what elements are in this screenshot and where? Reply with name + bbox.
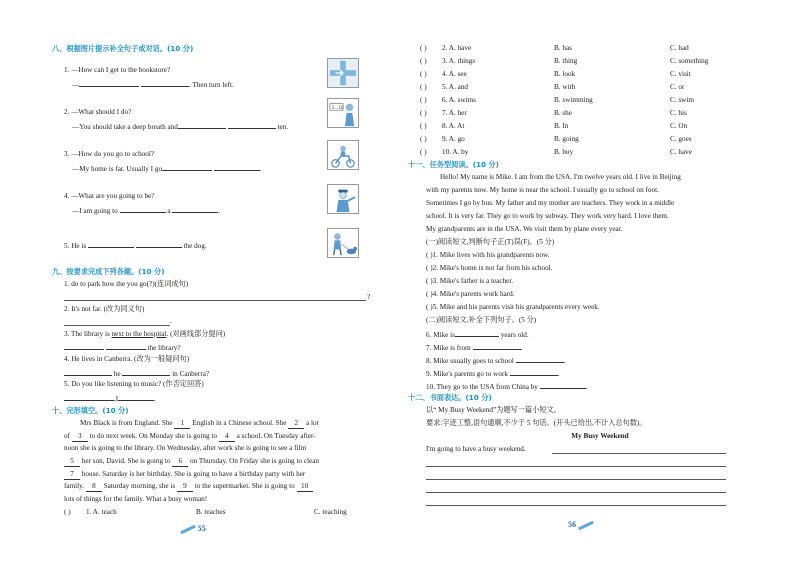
option-row-paren[interactable]: ( ) — [420, 70, 427, 78]
option-b: B. thing — [554, 57, 578, 65]
s8-q4-line1: 4. —What are you going to be? — [64, 192, 155, 200]
pencil-icon — [180, 525, 196, 534]
option-a: 2. A. have — [442, 44, 472, 52]
option-row-paren[interactable]: ( ) — [420, 57, 427, 65]
option-a: 4. A. see — [442, 70, 467, 78]
s9-q1-end: ? — [367, 293, 371, 301]
option-c: C. have — [670, 148, 692, 156]
s9-q5: 5. Do you like listening to music? (作否定回答) — [64, 380, 204, 388]
option-b: B. In — [554, 122, 569, 130]
option-c: C. visit — [670, 70, 691, 78]
part1-title: (一)阅读短文,判断句子正(T)误(F)。(5 分) — [426, 238, 555, 246]
option-b: B. look — [554, 70, 576, 78]
pencil-icon — [578, 521, 594, 530]
option-row-paren[interactable]: ( ) — [420, 135, 427, 143]
cloze-line-1: Mrs Black is from England. She 1 English in a Chinese school. She 2 a lot — [80, 419, 319, 427]
blank[interactable] — [79, 79, 139, 87]
writing-line[interactable] — [426, 466, 726, 467]
option-a: 8. A. At — [442, 122, 465, 130]
option-a: 7. A. her — [442, 109, 467, 117]
option-row-1-paren[interactable]: ( ) — [64, 508, 71, 516]
s8-q1-line1: 1. —How can I get to the bookstore? — [64, 66, 171, 74]
s9-q3-answer: the library? — [64, 342, 181, 353]
section-11-title: 十一、任务型阅读。(10 分) — [408, 160, 499, 169]
svg-text:1...10: 1...10 — [331, 104, 344, 110]
option-row-paren[interactable]: ( ) — [420, 148, 427, 156]
right-page — [400, 0, 800, 576]
fill-item: 6. Mike is years old. — [426, 331, 529, 339]
s8-q2-line1: 2. —What should I do? — [64, 108, 132, 116]
fill-item: 9. Mike's parents go to work . — [426, 370, 560, 378]
blank[interactable] — [64, 393, 114, 401]
tf-item[interactable]: ( )4. Mike's parents work hard. — [426, 290, 515, 298]
s9-q2: 2. It's not far. (改为同义句) — [64, 305, 145, 313]
page-number-left: 55 — [180, 524, 206, 534]
blank[interactable] — [141, 79, 189, 87]
option-c: C. swim — [670, 96, 694, 104]
s8-q3-line1: 3. —How do you go to school? — [64, 150, 155, 158]
option-b: B. going — [554, 135, 579, 143]
option-c: C. his — [670, 109, 687, 117]
passage-line: Sometimes I go by bus. My father and my mother are teachers. They work in a middle — [426, 199, 675, 207]
counting-girl-picture — [327, 98, 359, 128]
option-row-paren[interactable]: ( ) — [420, 109, 427, 117]
blank[interactable] — [64, 342, 104, 350]
option-b: B. with — [554, 83, 576, 91]
motorbike-picture — [327, 140, 359, 170]
blank[interactable] — [120, 205, 166, 213]
option-b: B. swimming — [554, 96, 593, 104]
option-c: C. had — [670, 44, 689, 52]
blank[interactable] — [516, 355, 564, 363]
part2-title: (二)阅读短文,补全下列句子。(5 分) — [426, 316, 537, 324]
blank[interactable] — [64, 368, 112, 376]
essay-title: My Busy Weekend — [571, 432, 629, 440]
s8-q3-line2: —My home is far. Usually I go . — [72, 165, 262, 173]
answer-line[interactable] — [64, 325, 170, 326]
option-b: B. buy — [554, 148, 574, 156]
option-a: 3. A. things — [442, 57, 476, 65]
option-row-1-c: C. teaching — [314, 508, 347, 516]
writing-line[interactable] — [426, 492, 726, 493]
s8-q4-line2: —I am going to a . — [72, 207, 221, 215]
option-c: C. something — [670, 57, 709, 65]
blank[interactable] — [455, 329, 499, 337]
passage-line: My grandparents are in the USA. We visit them by plane every year. — [426, 225, 623, 233]
tf-item[interactable]: ( )1. Mike lives with his grandparents now. — [426, 251, 550, 259]
tf-item[interactable]: ( )2. Mike's home is not far from his school. — [426, 264, 553, 272]
s8-q5: 5. He is the dog. — [64, 242, 207, 250]
passage-line: school. It is very far. They go to work by subway. They work very hard. I love them. — [426, 212, 669, 220]
blank[interactable] — [172, 205, 218, 213]
tf-item[interactable]: ( )3. Mike's father is a teacher. — [426, 277, 514, 285]
fill-item: 10. They go to the USA from China by . — [426, 383, 588, 391]
option-row-paren[interactable]: ( ) — [420, 122, 427, 130]
blank[interactable] — [178, 121, 226, 129]
option-a: 9. A. go — [442, 135, 465, 143]
passage-line: Hello! My name is Mike. I am from the USA. I'm twelve years old. I live in Beijing — [440, 173, 681, 181]
section-9-title: 九、按要求完成下列各题。(10 分) — [52, 267, 165, 276]
option-row-1-a: 1. A. teach — [86, 508, 117, 516]
blank[interactable] — [118, 393, 154, 401]
writing-requirement: 要求:字迹工整,语句通顺,不少于 5 句话。(开头已给出,不计入总句数)。 — [426, 419, 647, 427]
option-a: 5. A. and — [442, 83, 468, 91]
option-b: B. has — [554, 44, 572, 52]
section-12-title: 十二、书面表达。(10 分) — [408, 393, 492, 402]
cloze-line-6: family. 8 Saturday morning, she is 9 to the supermarket. She is going to 10 — [64, 482, 313, 492]
option-row-paren[interactable]: ( ) — [420, 44, 427, 52]
option-row-1-b: B. teaches — [196, 508, 226, 516]
cloze-line-7: lots of things for the family. What a busy woman! — [64, 495, 208, 503]
answer-line[interactable] — [64, 300, 366, 301]
boy-walking-dog-picture — [327, 228, 359, 258]
option-c: C. or — [670, 83, 685, 91]
blank[interactable] — [214, 163, 260, 171]
cloze-line-5: 7 house. Saturday is her birthday. She is going to have a birthday party with her — [64, 470, 305, 480]
option-a: 10. A. by — [442, 148, 469, 156]
cloze-line-4: 5 her son, David. She is going to 6 on Thursday. On Friday she is going to clean — [64, 457, 319, 467]
blank[interactable] — [88, 240, 134, 248]
writing-line[interactable] — [552, 453, 726, 454]
s9-q3: 3. The library is next to the hospital. (对画线部分提问) — [64, 330, 226, 338]
s9-q1: 1. do to park how the you go(?)(连词成句) — [64, 280, 189, 288]
option-a: 6. A. swims — [442, 96, 476, 104]
tf-item[interactable]: ( )5. Mike and his parents visit his grandparents every week. — [426, 303, 600, 311]
s9-q2-end: . — [170, 317, 172, 325]
s9-q4-answer: he in Canberra? — [64, 368, 209, 379]
section-8-title: 八、根据图片提示补全句子或对话。(10 分) — [52, 44, 194, 53]
blank[interactable] — [473, 342, 521, 350]
s8-q1-line2: — . Then turn left. — [72, 81, 234, 89]
fill-item: 7. Mike is from . — [426, 344, 523, 352]
writing-line[interactable] — [426, 479, 726, 480]
section-10-title: 十、完形填空。(10 分) — [52, 406, 129, 415]
essay-opening: I'm going to have a busy weekend. — [426, 445, 526, 453]
blank[interactable] — [162, 163, 212, 171]
option-row-paren[interactable]: ( ) — [420, 96, 427, 104]
blank[interactable] — [510, 368, 558, 376]
s9-q5-answer: ,I . — [64, 393, 156, 404]
crossroad-sign-picture — [327, 58, 359, 88]
option-b: B. she — [554, 109, 572, 117]
cloze-line-3: noon she is going to the library. On Wednesday, after work she is going to see a film — [64, 444, 307, 452]
writing-line[interactable] — [426, 505, 726, 506]
cloze-line-2: of 3 to do next week. On Monday she is going to 4 a school. On Tuesday after- — [64, 432, 316, 440]
blank[interactable] — [106, 342, 146, 350]
blank[interactable] — [136, 240, 182, 248]
page-number-right: 56 — [568, 520, 594, 530]
writing-prompt: 以“ My Busy Weekend”为题写一篇小短文。 — [426, 406, 561, 414]
blank[interactable] — [540, 381, 586, 389]
blank[interactable] — [122, 368, 170, 376]
option-row-paren[interactable]: ( ) — [420, 83, 427, 91]
blank[interactable] — [228, 121, 276, 129]
passage-line: with my parents now. My home is near the school. I usually go to school on foot. — [426, 186, 659, 194]
s9-q4: 4. He lives in Canberra. (改为一般疑问句) — [64, 355, 190, 363]
s8-q2-line2: —You should take a deep breath and ten. — [72, 123, 289, 131]
option-c: C. On — [670, 122, 688, 130]
option-c: C. goes — [670, 135, 692, 143]
policeman-picture — [327, 184, 359, 214]
fill-item: 8. Mike usually goes to school . — [426, 357, 566, 365]
